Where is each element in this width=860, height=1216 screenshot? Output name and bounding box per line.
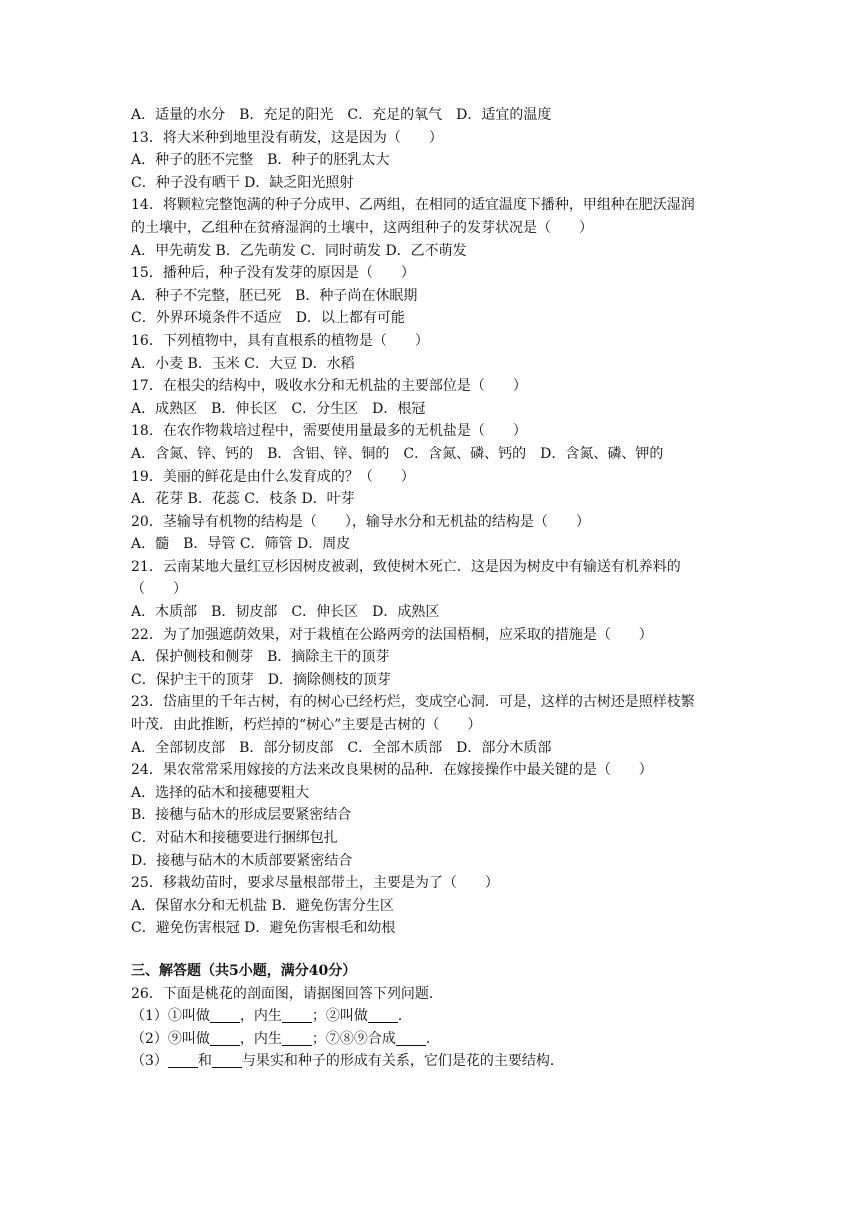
section-gap: [131, 940, 800, 960]
question-21-cont: （ ）: [131, 581, 187, 598]
option-line-13a: A．种子的胚不完整 B．种子的胚乳太大: [131, 152, 390, 169]
part1-text-c: ；②叫做: [311, 1008, 368, 1025]
option-line-25a: A．保留水分和无机盐 B．避免伤害分生区: [131, 897, 394, 914]
question-24: 24．果农常常采用嫁接的方法来改良果树的品种．在嫁接操作中最关键的是（ ）: [131, 762, 653, 779]
part2-text-c: ；⑦⑧⑨合成: [311, 1030, 396, 1047]
question-20: 20．茎输导有机物的结构是（ ），输导水分和无机盐的结构是（ ）: [131, 513, 590, 530]
question-26-part-1: [131, 1005, 800, 1028]
answer-blank[interactable]: [212, 1053, 242, 1068]
option-line-22a: A．保护侧枝和侧芽 B．摘除主干的顶芽: [131, 649, 390, 666]
question-21: 21．云南某地大量红豆杉因树皮被剥，致使树木死亡．这是因为树皮中有输送有机养料的: [131, 558, 681, 575]
question-19: 19．美丽的鲜花是由什么发育成的？（ ）: [131, 468, 415, 485]
option-line-22b: C．保护主干的顶芽 D．摘除侧枝的顶芽: [131, 671, 391, 688]
question-26-part-3: [131, 1050, 800, 1073]
answer-blank[interactable]: [396, 1031, 426, 1046]
option-line-16: A．小麦 B．玉米 C．大豆 D．水稻: [131, 355, 355, 372]
question-13: 13．将大米种到地里没有萌发，这是因为（ ）: [131, 129, 443, 146]
question-23: 23．岱庙里的千年古树，有的树心已经朽烂，变成空心洞．可是，这样的古树还是照样枝繁: [131, 694, 695, 711]
part1-text-d: ．: [397, 1008, 412, 1025]
part3-text-a: （3）: [131, 1053, 168, 1070]
question-26-part-2: [131, 1028, 800, 1051]
option-line-19: A．花芽 B．花蕊 C．枝条 D．叶芽: [131, 491, 355, 508]
option-line-20: A．髓 B．导管 C．筛管 D．周皮: [131, 536, 351, 553]
option-line-24a: A．选择的砧木和接穗要粗大: [131, 784, 310, 801]
option-line-14: A．甲先萌发 B．乙先萌发 C．同时萌发 D．乙不萌发: [131, 242, 467, 259]
question-list: [131, 104, 800, 940]
answer-blank[interactable]: [282, 1008, 312, 1023]
question-17: 17．在根尖的结构中，吸收水分和无机盐的主要部位是（ ）: [131, 378, 527, 395]
answer-blank[interactable]: [368, 1008, 398, 1023]
question-16: 16．下列植物中，具有直根系的植物是（ ）: [131, 332, 429, 349]
question-14: 14．将颗粒完整饱满的种子分成甲、乙两组，在相同的适宜温度下播种，甲组种在肥沃湿润: [131, 197, 695, 214]
part1-text-a: （1）①叫做: [131, 1008, 210, 1025]
option-line-15a: A．种子不完整，胚已死 B．种子尚在休眠期: [131, 287, 418, 304]
question-23-cont: 叶茂．由此推断，朽烂掉的“树心”主要是古树的（ ）: [131, 717, 482, 734]
question-15: 15．播种后，种子没有发芽的原因是（ ）: [131, 265, 415, 282]
option-line-15b: C．外界环境条件不适应 D．以上都有可能: [131, 310, 405, 327]
question-25: 25．移栽幼苗时，要求尽量根部带土，主要是为了（ ）: [131, 875, 499, 892]
question-14-cont: 的土壤中，乙组种在贫瘠湿润的土壤中，这两组种子的发芽状况是（ ）: [131, 219, 593, 236]
answer-blank[interactable]: [210, 1008, 240, 1023]
part2-text-b: ，内生: [239, 1030, 282, 1047]
option-line-13b: C．种子没有晒干 D．缺乏阳光照射: [131, 174, 354, 191]
option-line-25b: C．避免伤害根冠 D．避免伤害根毛和幼根: [131, 920, 396, 937]
option-line-24d: D．接穗与砧木的木质部要紧密结合: [131, 852, 353, 869]
part2-text-a: （2）⑨叫做: [131, 1030, 210, 1047]
question-26: 26．下面是桃花的剖面图，请据图回答下列问题．: [131, 985, 443, 1002]
option-line-12: A．适量的水分 B．充足的阳光 C．充足的氧气 D．适宜的温度: [131, 107, 552, 123]
option-line-21: A．木质部 B．韧皮部 C．伸长区 D．成熟区: [131, 604, 440, 621]
option-line-23: A．全部韧皮部 B．部分韧皮部 C．全部木质部 D．部分木质部: [131, 739, 552, 756]
answer-blank[interactable]: [210, 1031, 240, 1046]
part1-text-b: ，内生: [239, 1008, 282, 1025]
option-line-17: A．成熟区 B．伸长区 C．分生区 D．根冠: [131, 400, 426, 417]
part3-text-c: 与果实和种子的形成有关系，它们是花的主要结构．: [241, 1053, 564, 1070]
option-line-24b: B．接穗与砧木的形成层要紧密结合: [131, 807, 352, 824]
part2-text-d: ．: [425, 1030, 440, 1047]
part3-text-b: 和: [197, 1053, 212, 1070]
question-18: 18．在农作物栽培过程中，需要使用量最多的无机盐是（ ）: [131, 423, 527, 440]
option-line-18: A．含氮、锌、钙的 B．含铝、锌、铜的 C．含氮、磷、钙的 D．含氮、磷、钾的: [131, 445, 664, 462]
answer-blank[interactable]: [168, 1053, 198, 1068]
question-22: 22．为了加强遮荫效果，对于栽植在公路两旁的法国梧桐，应采取的措施是（ ）: [131, 626, 653, 643]
section-title: 三、解答题（共5小题，满分40分）: [131, 962, 357, 979]
answer-blank[interactable]: [282, 1031, 312, 1046]
option-line-24c: C．对砧木和接穗要进行捆绑包扎: [131, 830, 338, 846]
